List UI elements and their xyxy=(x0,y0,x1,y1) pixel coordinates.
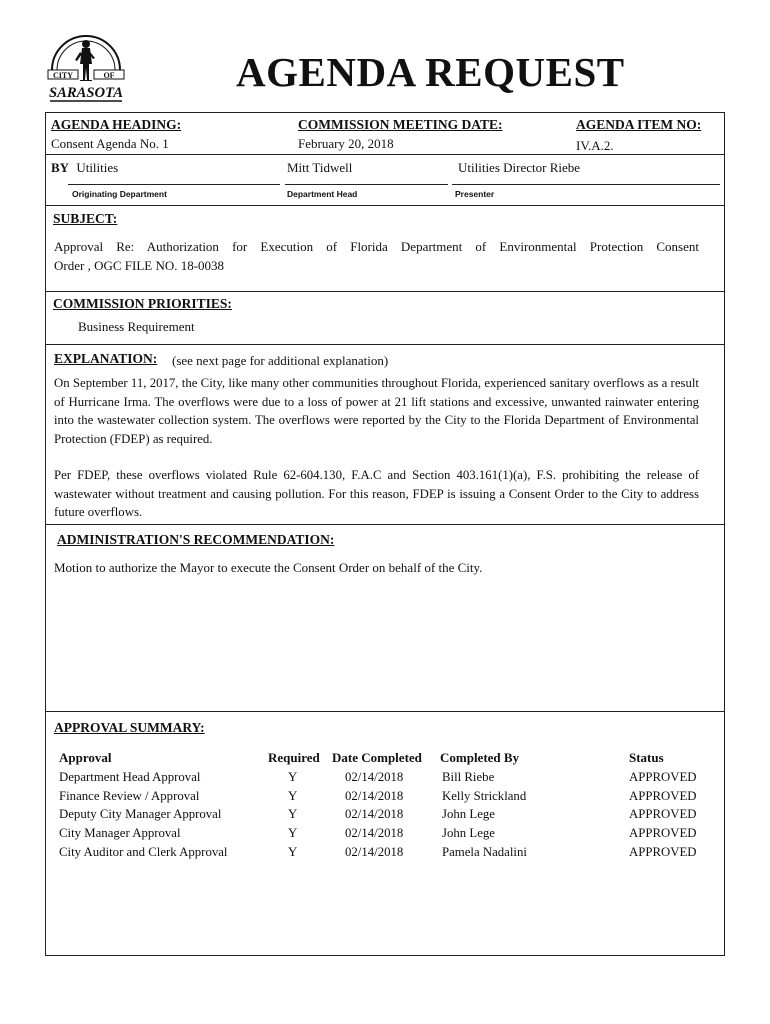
completed-by-cell: Pamela Nadalini xyxy=(442,844,527,859)
status-cell: APPROVED xyxy=(629,788,697,803)
meeting-date-label: COMMISSION MEETING DATE: xyxy=(298,117,503,132)
completed-by-cell: Bill Riebe xyxy=(442,770,495,784)
approval-name-cell: Finance Review / Approval xyxy=(59,788,200,803)
divider xyxy=(45,524,725,525)
explanation-note: (see next page for additional explanation) xyxy=(172,353,389,368)
approval-summary-label: APPROVAL SUMMARY: xyxy=(54,720,205,735)
completed-by-cell: John Lege xyxy=(442,826,495,841)
originating-department-value: Utilities xyxy=(76,160,119,175)
approval-name-cell: Department Head Approval xyxy=(59,770,201,784)
status-cell: APPROVED xyxy=(629,844,697,859)
status-cell: APPROVED xyxy=(629,826,697,841)
originating-department-caption: Originating Department xyxy=(72,189,167,199)
date-completed-cell: 02/14/2018 xyxy=(345,770,404,784)
date-completed-cell: 02/14/2018 xyxy=(345,844,404,859)
date-completed-cell: 02/14/2018 xyxy=(345,826,404,841)
divider xyxy=(45,291,725,292)
presenter-caption: Presenter xyxy=(455,189,495,199)
logo-sarasota-text: SARASOTA xyxy=(49,85,123,101)
explanation-paragraph-2: Per FDEP, these overflows violated Rule 62-604.130, F.A.C and Section 403.161(1)(a), F.S. prohibiting the release of wastewater without treatment and causing pollution. For this reason, FDEP is issuing a Consent Order to the City to address future overflows. xyxy=(54,468,699,519)
required-flag-cell: Y xyxy=(288,770,298,784)
agenda-item-value: IV.A.2. xyxy=(576,138,614,153)
signature-line xyxy=(285,184,448,185)
column-header-required: Required xyxy=(268,750,320,765)
approval-name-cell: City Auditor and Clerk Approval xyxy=(59,844,228,859)
agenda-heading-value: Consent Agenda No. 1 xyxy=(51,136,169,151)
page-title: AGENDA REQUEST xyxy=(236,49,625,95)
completed-by-cell: John Lege xyxy=(442,807,495,822)
by-label: BY xyxy=(51,160,70,175)
logo-of-text: OF xyxy=(103,71,115,80)
recommendation-label: ADMINISTRATION'S RECOMMENDATION: xyxy=(57,532,335,547)
divider xyxy=(45,205,725,206)
status-cell: APPROVED xyxy=(629,770,697,784)
approval-name-cell: Deputy City Manager Approval xyxy=(59,807,222,822)
recommendation-value: Motion to authorize the Mayor to execute the Consent Order on behalf of the City. xyxy=(54,560,483,575)
agenda-item-label: AGENDA ITEM NO: xyxy=(576,117,702,132)
divider xyxy=(45,154,725,155)
required-flag-cell: Y xyxy=(288,844,298,859)
required-flag-cell: Y xyxy=(288,807,298,822)
column-header-completed-by: Completed By xyxy=(440,750,520,765)
completed-by-cell: Kelly Strickland xyxy=(442,788,527,803)
logo-city-text: CITY xyxy=(52,71,74,80)
commission-priorities-value: Business Requirement xyxy=(78,319,195,334)
presenter-value: Utilities Director Riebe xyxy=(458,160,581,175)
meeting-date-value: February 20, 2018 xyxy=(298,136,394,151)
date-completed-cell: 02/14/2018 xyxy=(345,788,404,803)
column-header-status: Status xyxy=(629,750,664,765)
column-header-approval: Approval xyxy=(59,750,112,765)
subject-text-line-2: Order , OGC FILE NO. 18-0038 xyxy=(54,258,225,273)
subject-text-line-1: Approval Re: Authorization for Execution of Florida Department of Environmental Protection Consent xyxy=(54,239,699,254)
approval-name-cell: City Manager Approval xyxy=(59,826,181,841)
explanation-label: EXPLANATION: xyxy=(54,351,158,366)
subject-label: SUBJECT: xyxy=(53,211,118,226)
department-head-caption: Department Head xyxy=(287,189,358,199)
divider xyxy=(45,344,725,345)
commission-priorities-label: COMMISSION PRIORITIES: xyxy=(53,296,232,311)
status-cell: APPROVED xyxy=(629,807,697,822)
required-flag-cell: Y xyxy=(288,826,298,841)
department-head-value: Mitt Tidwell xyxy=(287,160,353,175)
signature-line xyxy=(452,184,720,185)
required-flag-cell: Y xyxy=(288,788,298,803)
column-header-date-completed: Date Completed xyxy=(332,750,422,765)
agenda-heading-label: AGENDA HEADING: xyxy=(51,117,182,132)
by-row xyxy=(51,161,118,174)
signature-line xyxy=(68,184,280,185)
city-of-sarasota-seal-logo xyxy=(44,30,128,106)
date-completed-cell: 02/14/2018 xyxy=(345,807,404,822)
explanation-paragraph-1: On September 11, 2017, the City, like many other communities throughout Florida, experienced sanitary overflows as a result of Hurricane Irma. The overflows were due to a loss of power at 21 lift stations and excessive, unwanted rainwater entering into the wastewater collection system. The overflows were reported by the City to the Florida Department of Environmental Protection (FDEP) as required. xyxy=(54,376,699,446)
divider xyxy=(45,711,725,712)
